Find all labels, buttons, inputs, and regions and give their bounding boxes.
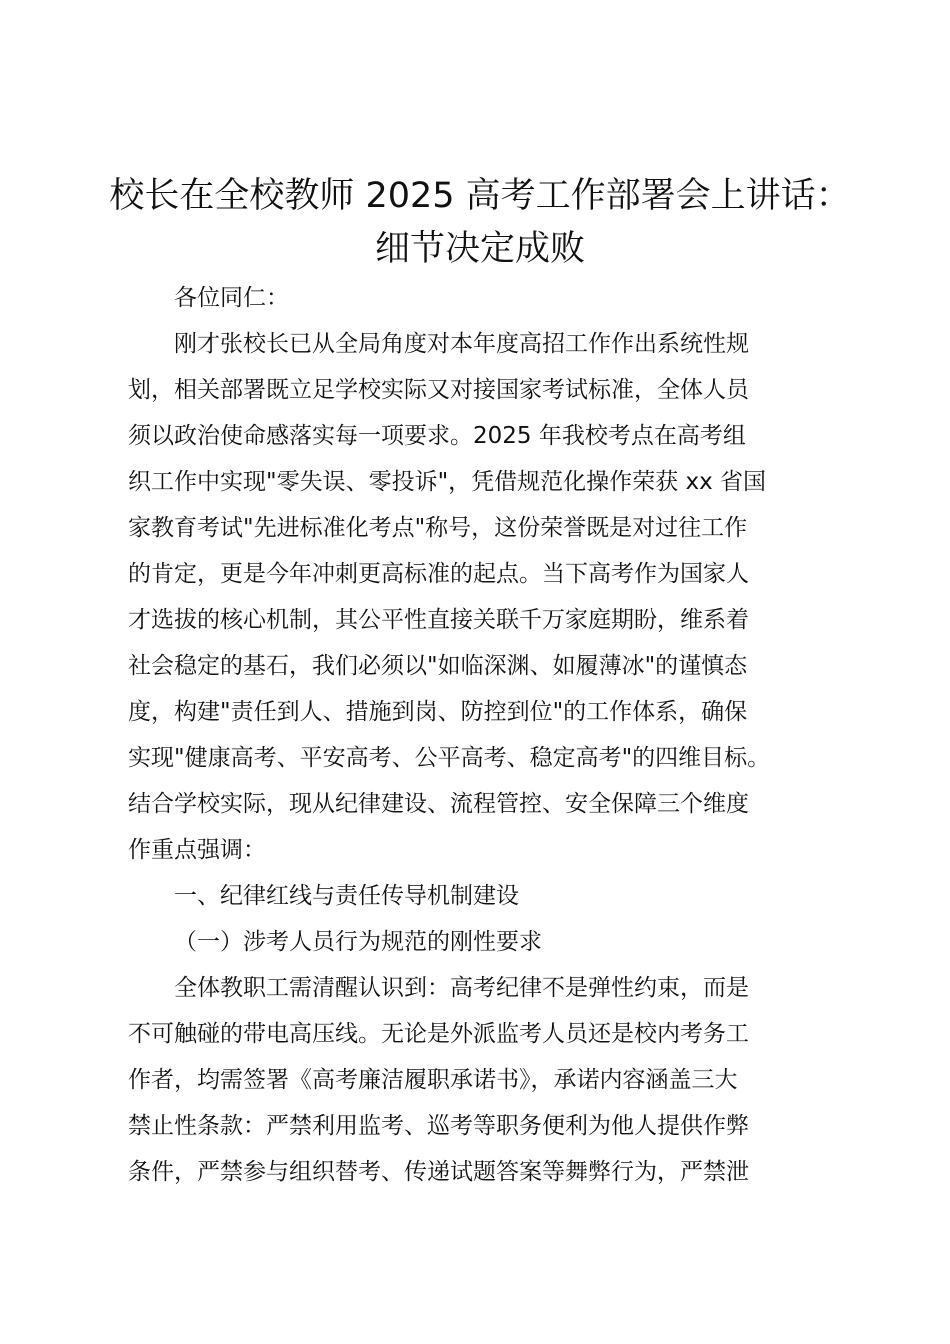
intro-paragraph xyxy=(128,321,832,873)
document-body xyxy=(128,275,832,1195)
intro-line: 织工作中实现"零失误、零投诉"，凭借规范化操作荣获 xx 省国 xyxy=(128,469,767,495)
body-line: 全体教职工需清醒认识到：高考纪律不是弹性约束，而是 xyxy=(174,975,749,1001)
section-heading: 一、纪律红线与责任传导机制建设 xyxy=(174,883,519,909)
salutation: 各位同仁： xyxy=(174,285,289,311)
body-line: 不可触碰的带电高压线。无论是外派监考人员还是校内考务工 xyxy=(128,1021,749,1047)
body-line: 作者，均需签署《高考廉洁履职承诺书》，承诺内容涵盖三大 xyxy=(128,1067,738,1093)
body-line: 禁止性条款：严禁利用监考、巡考等职务便利为他人提供作弊 xyxy=(128,1113,749,1139)
intro-line: 刚才张校长已从全局角度对本年度高招工作作出系统性规 xyxy=(174,331,749,357)
body-paragraph xyxy=(128,965,832,1195)
intro-line: 才选拔的核心机制，其公平性直接关联千万家庭期盼，维系着 xyxy=(128,607,749,633)
intro-line: 度，构建"责任到人、措施到岗、防控到位"的工作体系，确保 xyxy=(128,699,748,725)
document-title-line-1: 校长在全校教师 2025 高考工作部署会上讲话： xyxy=(109,176,851,216)
intro-line: 作重点强调： xyxy=(128,837,266,863)
body-line: 条件，严禁参与组织替考、传递试题答案等舞弊行为，严禁泄 xyxy=(128,1159,749,1185)
intro-line: 家教育考试"先进标准化考点"称号，这份荣誉既是对过往工作 xyxy=(128,515,748,541)
intro-line: 的肯定，更是今年冲刺更高标准的起点。当下高考作为国家人 xyxy=(128,561,749,587)
intro-line: 划，相关部署既立足学校实际又对接国家考试标准，全体人员 xyxy=(128,377,749,403)
intro-line: 社会稳定的基石，我们必须以"如临深渊、如履薄冰"的谨慎态 xyxy=(128,653,748,679)
intro-line: 须以政治使命感落实每一项要求。2025 年我校考点在高考组 xyxy=(128,423,746,449)
intro-line: 结合学校实际，现从纪律建设、流程管控、安全保障三个维度 xyxy=(128,791,749,817)
subsection-heading: （一）涉考人员行为规范的刚性要求 xyxy=(174,929,542,955)
intro-line: 实现"健康高考、平安高考、公平高考、稳定高考"的四维目标。 xyxy=(128,745,771,771)
document-title-line-2: 细节决定成败 xyxy=(374,229,585,269)
